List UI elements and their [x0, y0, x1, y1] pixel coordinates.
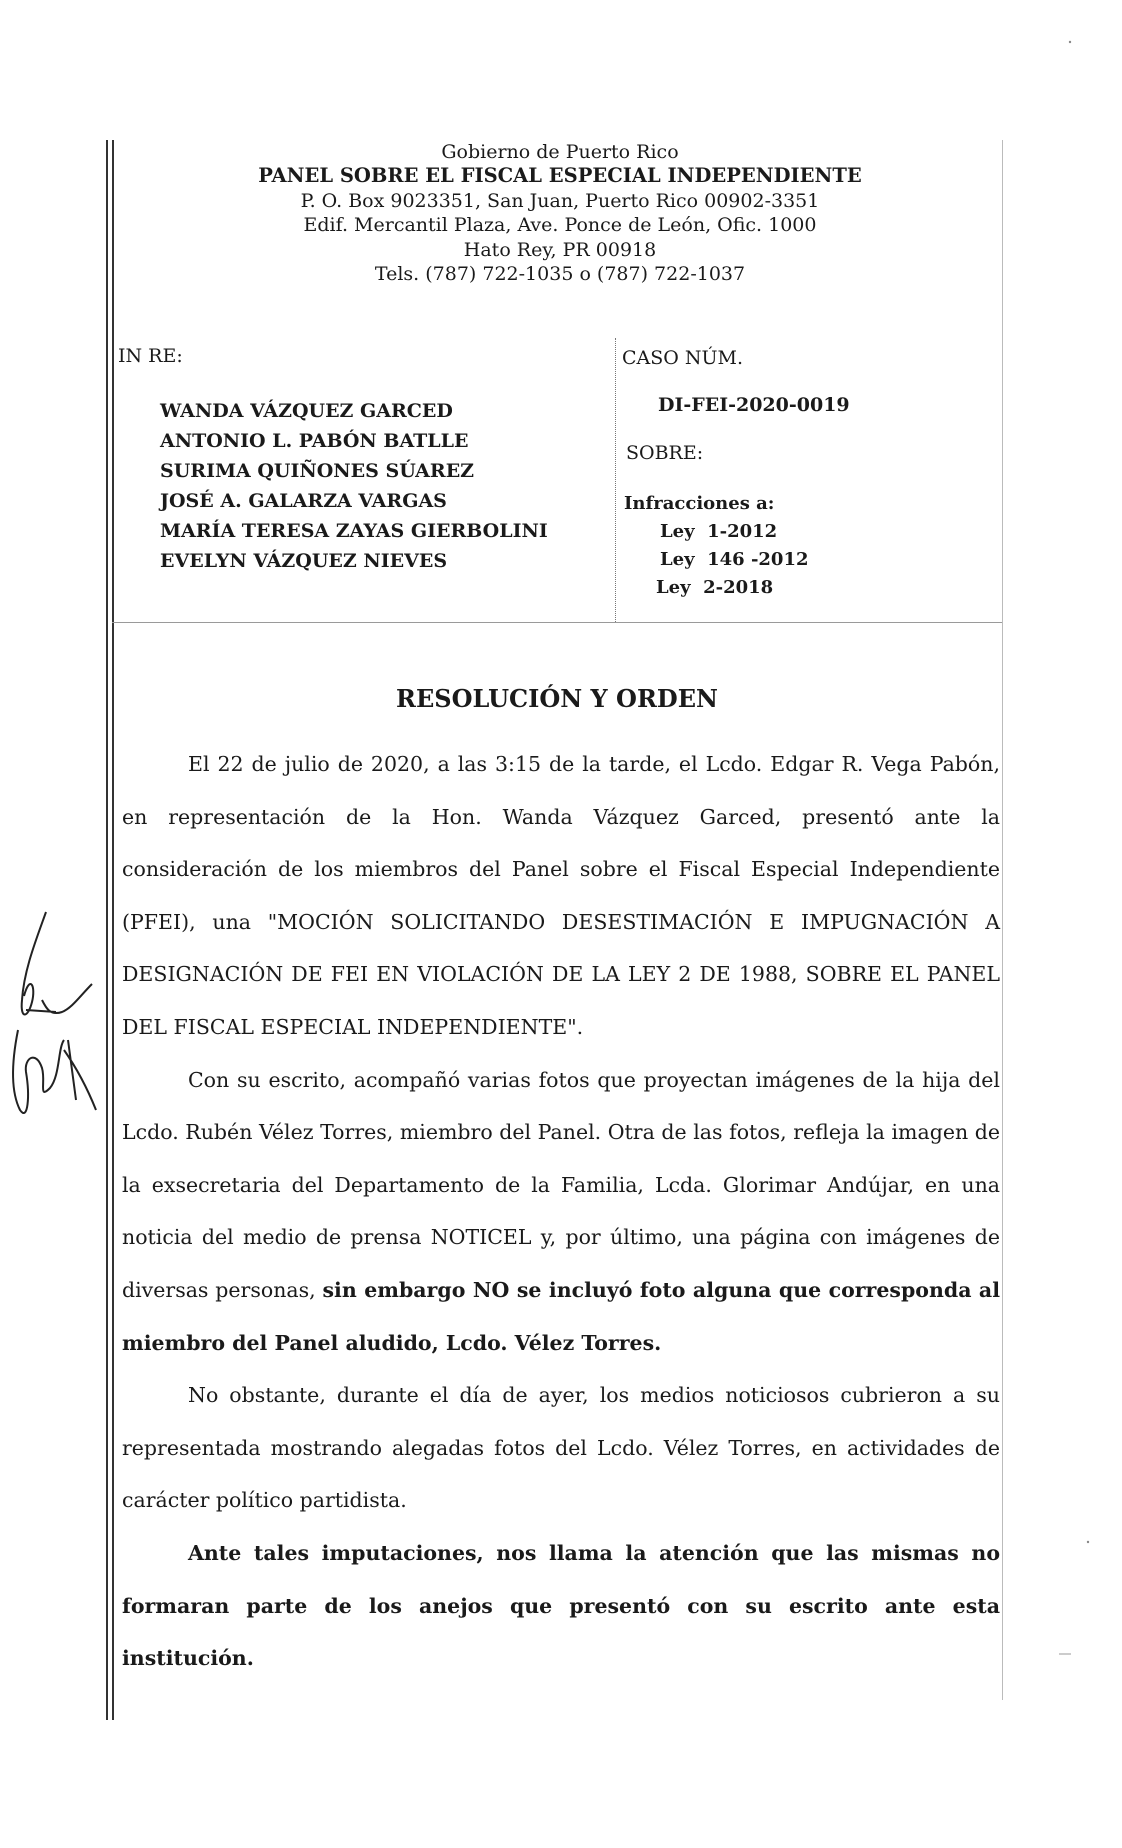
infractions-label: Infracciones a: — [624, 493, 775, 514]
law-citation: Ley 146 -2012 — [660, 549, 809, 570]
paragraph-2-emphasis: sin embargo NO se incluyó foto alguna que corresponda al miembro del Panel aludido, Lcdo. Vélez Torres. — [122, 1277, 1001, 1355]
agency-name: PANEL SOBRE EL FISCAL ESPECIAL INDEPENDIENTE — [258, 164, 862, 188]
infractions-block — [624, 490, 809, 602]
scan-speck-icon — [1058, 1652, 1072, 1656]
building-address: Edif. Mercantil Plaza, Ave. Ponce de León, Ofic. 1000 — [303, 214, 817, 237]
caption-divider — [615, 338, 617, 622]
party-name: EVELYN VÁZQUEZ NIEVES — [160, 550, 448, 572]
party-name: ANTONIO L. PABÓN BATLLE — [160, 430, 469, 452]
paragraph-2-text: Con su escrito, acompañó varias fotos que proyectan imágenes de la hija del Lcdo. Rubén Vélez Torres, miembro del Panel. Otra de las fotos, refleja la imagen de la exsecretaria del Departamento de la Familia, Lcda. Glorimar Andújar, en una noticia del medio de prensa NOTICEL y, por último, una página con imágenes de diversas personas, — [122, 1067, 1000, 1302]
party-list — [160, 396, 548, 576]
law-citation: Ley 1-2012 — [660, 521, 778, 542]
phone-numbers: Tels. (787) 722-1035 o (787) 722-1037 — [374, 263, 746, 286]
document-body — [122, 738, 1000, 1685]
case-label: CASO NÚM. — [622, 347, 744, 369]
paragraph-2 — [122, 1054, 1000, 1370]
paragraph-3: No obstante, durante el día de ayer, los medios noticiosos cubrieron a su representada mostrando alegadas fotos del Lcdo. Vélez Torres, en actividades de carácter político partidista. — [122, 1383, 1000, 1513]
party-name: WANDA VÁZQUEZ GARCED — [160, 400, 453, 422]
party-name: SURIMA QUIÑONES SÚAREZ — [160, 460, 475, 482]
letterhead — [180, 140, 940, 286]
handwritten-initials-icon — [6, 900, 116, 1180]
caption-bottom-line — [112, 622, 1002, 623]
scan-speck-icon — [1086, 1540, 1090, 1544]
in-re-label: IN RE: — [118, 345, 183, 367]
scan-speck-icon — [1068, 40, 1072, 44]
paragraph-4: Ante tales imputaciones, nos llama la atención que las mismas no formaran parte de los anejos que presentó con su escrito ante esta institución. — [122, 1540, 1000, 1671]
sobre-label: SOBRE: — [626, 442, 704, 464]
case-number: DI-FEI-2020-0019 — [658, 394, 850, 416]
party-name: JOSÉ A. GALARZA VARGAS — [160, 490, 447, 512]
paragraph-1: El 22 de julio de 2020, a las 3:15 de la tarde, el Lcdo. Edgar R. Vega Pabón, en representación de la Hon. Wanda Vázquez Garced, presentó ante la consideración de los miembros del Panel sobre el Fiscal Especial Independiente (PFEI), una "MOCIÓN SOLICITANDO DESESTIMACIÓN E IMPUGNACIÓN A DESIGNACIÓN DE FEI EN VIOLACIÓN DE LA LEY 2 DE 1988, SOBRE EL PANEL DEL FISCAL ESPECIAL INDEPENDIENTE". — [122, 752, 1000, 1039]
party-name: MARÍA TERESA ZAYAS GIERBOLINI — [160, 520, 548, 542]
law-citation: Ley 2-2018 — [656, 577, 774, 598]
government-name: Gobierno de Puerto Rico — [441, 141, 679, 163]
document-title: RESOLUCIÓN Y ORDEN — [396, 684, 718, 713]
right-margin-rule — [1002, 140, 1003, 1700]
city: Hato Rey, PR 00918 — [463, 238, 657, 261]
po-box: P. O. Box 9023351, San Juan, Puerto Rico 00902-3351 — [300, 189, 820, 212]
